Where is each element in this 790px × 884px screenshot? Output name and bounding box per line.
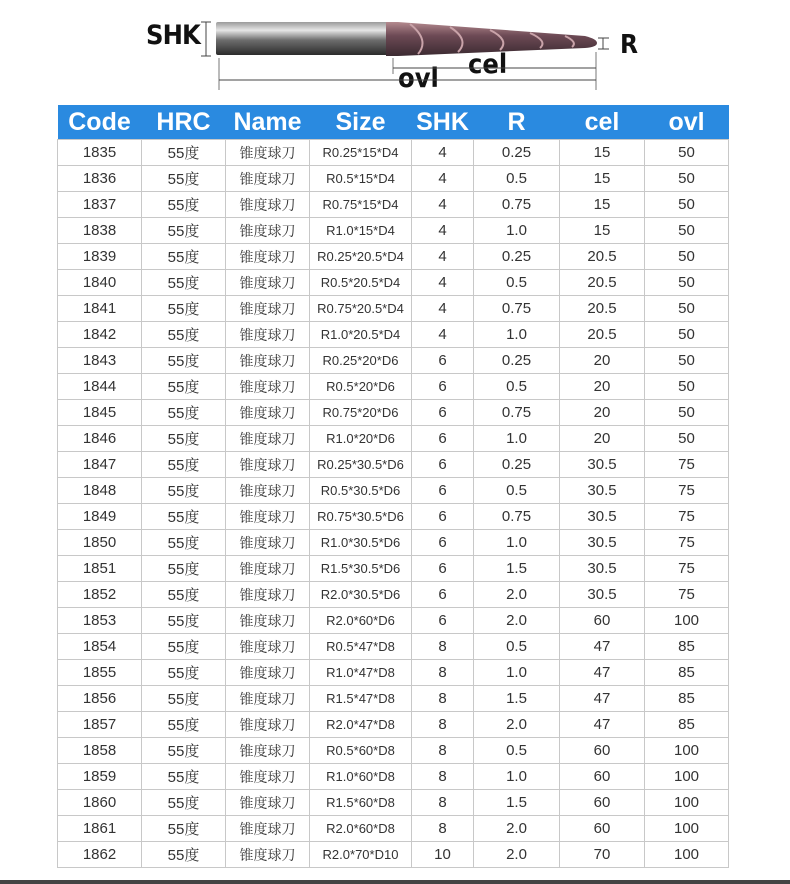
cell-ovl: 100 (645, 764, 729, 790)
cell-ovl: 50 (645, 322, 729, 348)
cell-shk: 6 (412, 556, 474, 582)
cell-ovl: 85 (645, 660, 729, 686)
table-row (58, 192, 729, 218)
table-row (58, 296, 729, 322)
bottom-divider (0, 880, 790, 884)
table-row (58, 452, 729, 478)
cell-code: 1838 (58, 218, 142, 244)
cell-name: 锥度球刀 (226, 556, 310, 582)
cell-code: 1855 (58, 660, 142, 686)
cell-code: 1847 (58, 452, 142, 478)
column-header-cel: cel (560, 105, 645, 140)
cell-size: R0.25*30.5*D6 (310, 452, 412, 478)
cel-label: cel (468, 49, 508, 80)
table-row (58, 426, 729, 452)
cell-r: 0.25 (474, 452, 560, 478)
cell-hrc: 55度 (142, 738, 226, 764)
cell-r: 2.0 (474, 712, 560, 738)
cell-shk: 6 (412, 348, 474, 374)
cell-cel: 60 (560, 764, 645, 790)
cell-size: R0.25*15*D4 (310, 140, 412, 166)
cell-hrc: 55度 (142, 452, 226, 478)
cell-hrc: 55度 (142, 660, 226, 686)
cell-size: R0.25*20.5*D4 (310, 244, 412, 270)
cell-hrc: 55度 (142, 816, 226, 842)
cell-size: R1.0*20*D6 (310, 426, 412, 452)
cell-cel: 20 (560, 400, 645, 426)
cell-cel: 30.5 (560, 582, 645, 608)
cell-hrc: 55度 (142, 348, 226, 374)
cell-code: 1851 (58, 556, 142, 582)
cell-size: R1.0*47*D8 (310, 660, 412, 686)
table-row (58, 270, 729, 296)
cell-r: 1.0 (474, 426, 560, 452)
column-header-r: R (474, 105, 560, 140)
cell-r: 1.0 (474, 218, 560, 244)
cell-ovl: 50 (645, 374, 729, 400)
cell-size: R1.5*30.5*D6 (310, 556, 412, 582)
table-row (58, 504, 729, 530)
cell-name: 锥度球刀 (226, 322, 310, 348)
cell-name: 锥度球刀 (226, 634, 310, 660)
table-row (58, 660, 729, 686)
cell-hrc: 55度 (142, 270, 226, 296)
cell-shk: 4 (412, 140, 474, 166)
cell-name: 锥度球刀 (226, 192, 310, 218)
cell-cel: 60 (560, 738, 645, 764)
cell-code: 1854 (58, 634, 142, 660)
cell-cel: 20 (560, 426, 645, 452)
cell-name: 锥度球刀 (226, 166, 310, 192)
cell-hrc: 55度 (142, 140, 226, 166)
cell-shk: 6 (412, 504, 474, 530)
cell-cel: 20.5 (560, 244, 645, 270)
cell-size: R0.5*20*D6 (310, 374, 412, 400)
cell-r: 0.75 (474, 296, 560, 322)
cell-cel: 47 (560, 634, 645, 660)
cell-r: 0.5 (474, 270, 560, 296)
cell-r: 0.5 (474, 738, 560, 764)
cell-cel: 70 (560, 842, 645, 868)
cell-cel: 15 (560, 140, 645, 166)
cell-shk: 6 (412, 530, 474, 556)
cell-name: 锥度球刀 (226, 582, 310, 608)
cell-shk: 4 (412, 296, 474, 322)
cell-r: 2.0 (474, 582, 560, 608)
cell-shk: 4 (412, 322, 474, 348)
spec-table (57, 105, 729, 868)
cell-shk: 4 (412, 244, 474, 270)
column-header-hrc: HRC (142, 105, 226, 140)
cell-hrc: 55度 (142, 478, 226, 504)
cell-ovl: 50 (645, 348, 729, 374)
table-row (58, 556, 729, 582)
cell-name: 锥度球刀 (226, 218, 310, 244)
column-header-name: Name (226, 105, 310, 140)
table-row (58, 816, 729, 842)
cell-hrc: 55度 (142, 530, 226, 556)
cell-hrc: 55度 (142, 582, 226, 608)
cell-cel: 15 (560, 166, 645, 192)
cell-name: 锥度球刀 (226, 608, 310, 634)
cell-cel: 47 (560, 660, 645, 686)
cell-code: 1856 (58, 686, 142, 712)
cell-r: 1.0 (474, 530, 560, 556)
cell-ovl: 100 (645, 738, 729, 764)
cell-r: 2.0 (474, 816, 560, 842)
cell-r: 0.5 (474, 478, 560, 504)
table-row (58, 790, 729, 816)
cell-shk: 8 (412, 816, 474, 842)
table-row (58, 166, 729, 192)
cell-code: 1839 (58, 244, 142, 270)
cell-name: 锥度球刀 (226, 348, 310, 374)
column-header-code: Code (58, 105, 142, 140)
cell-name: 锥度球刀 (226, 686, 310, 712)
cell-hrc: 55度 (142, 192, 226, 218)
table-row (58, 608, 729, 634)
cell-name: 锥度球刀 (226, 270, 310, 296)
cell-shk: 8 (412, 764, 474, 790)
cell-ovl: 85 (645, 686, 729, 712)
cell-code: 1853 (58, 608, 142, 634)
cell-code: 1844 (58, 374, 142, 400)
cell-r: 1.5 (474, 686, 560, 712)
cell-code: 1860 (58, 790, 142, 816)
cell-r: 1.0 (474, 764, 560, 790)
cell-ovl: 100 (645, 842, 729, 868)
cell-code: 1843 (58, 348, 142, 374)
cell-ovl: 85 (645, 712, 729, 738)
cell-ovl: 100 (645, 608, 729, 634)
cell-shk: 8 (412, 790, 474, 816)
cell-hrc: 55度 (142, 322, 226, 348)
table-row (58, 842, 729, 868)
cell-r: 1.5 (474, 556, 560, 582)
cell-ovl: 75 (645, 452, 729, 478)
cell-ovl: 75 (645, 504, 729, 530)
cell-cel: 30.5 (560, 452, 645, 478)
cell-code: 1850 (58, 530, 142, 556)
ovl-label: ovl (398, 63, 439, 94)
r-label: R (620, 30, 639, 60)
cell-hrc: 55度 (142, 504, 226, 530)
cell-code: 1857 (58, 712, 142, 738)
cell-cel: 20 (560, 348, 645, 374)
cell-shk: 6 (412, 400, 474, 426)
cell-cel: 15 (560, 192, 645, 218)
cell-hrc: 55度 (142, 608, 226, 634)
cell-hrc: 55度 (142, 400, 226, 426)
cell-r: 0.25 (474, 244, 560, 270)
tool-flutes (386, 22, 597, 56)
column-header-ovl: ovl (645, 105, 729, 140)
cell-size: R2.0*47*D8 (310, 712, 412, 738)
cell-size: R1.0*30.5*D6 (310, 530, 412, 556)
cell-r: 2.0 (474, 842, 560, 868)
cell-size: R0.75*20*D6 (310, 400, 412, 426)
cell-cel: 30.5 (560, 530, 645, 556)
cell-hrc: 55度 (142, 764, 226, 790)
cell-name: 锥度球刀 (226, 530, 310, 556)
cell-code: 1849 (58, 504, 142, 530)
cell-r: 1.5 (474, 790, 560, 816)
cell-hrc: 55度 (142, 634, 226, 660)
cell-shk: 6 (412, 452, 474, 478)
cell-name: 锥度球刀 (226, 374, 310, 400)
table-row (58, 218, 729, 244)
cell-r: 0.25 (474, 348, 560, 374)
cell-ovl: 50 (645, 426, 729, 452)
cell-shk: 6 (412, 582, 474, 608)
cell-name: 锥度球刀 (226, 842, 310, 868)
cell-hrc: 55度 (142, 218, 226, 244)
cell-code: 1861 (58, 816, 142, 842)
cell-size: R0.5*47*D8 (310, 634, 412, 660)
cell-code: 1837 (58, 192, 142, 218)
cell-hrc: 55度 (142, 790, 226, 816)
cell-ovl: 100 (645, 816, 729, 842)
cell-cel: 47 (560, 686, 645, 712)
cell-size: R2.0*60*D6 (310, 608, 412, 634)
cell-name: 锥度球刀 (226, 790, 310, 816)
cell-shk: 4 (412, 192, 474, 218)
cell-size: R2.0*30.5*D6 (310, 582, 412, 608)
cell-code: 1845 (58, 400, 142, 426)
cell-r: 0.75 (474, 504, 560, 530)
cell-size: R1.0*15*D4 (310, 218, 412, 244)
cell-size: R0.75*15*D4 (310, 192, 412, 218)
cell-code: 1836 (58, 166, 142, 192)
column-header-size: Size (310, 105, 412, 140)
cell-size: R0.75*30.5*D6 (310, 504, 412, 530)
cell-hrc: 55度 (142, 244, 226, 270)
cell-name: 锥度球刀 (226, 244, 310, 270)
cell-ovl: 85 (645, 634, 729, 660)
cell-ovl: 50 (645, 244, 729, 270)
table-row (58, 686, 729, 712)
cell-ovl: 75 (645, 582, 729, 608)
cell-size: R0.75*20.5*D4 (310, 296, 412, 322)
cell-name: 锥度球刀 (226, 426, 310, 452)
cell-cel: 60 (560, 790, 645, 816)
cell-size: R2.0*60*D8 (310, 816, 412, 842)
cell-hrc: 55度 (142, 166, 226, 192)
cell-r: 0.25 (474, 140, 560, 166)
cell-r: 0.5 (474, 374, 560, 400)
cell-cel: 20.5 (560, 322, 645, 348)
cell-ovl: 50 (645, 270, 729, 296)
cell-ovl: 75 (645, 478, 729, 504)
cell-code: 1859 (58, 764, 142, 790)
table-header-row (58, 105, 729, 140)
cell-r: 0.75 (474, 192, 560, 218)
cell-cel: 15 (560, 218, 645, 244)
cell-name: 锥度球刀 (226, 816, 310, 842)
cell-ovl: 75 (645, 530, 729, 556)
cell-cel: 47 (560, 712, 645, 738)
cell-size: R1.0*60*D8 (310, 764, 412, 790)
cell-hrc: 55度 (142, 426, 226, 452)
table-row (58, 244, 729, 270)
shk-label: SHK (146, 20, 200, 51)
cell-shk: 8 (412, 686, 474, 712)
cell-size: R1.5*47*D8 (310, 686, 412, 712)
cell-name: 锥度球刀 (226, 400, 310, 426)
table-row (58, 634, 729, 660)
table-row (58, 478, 729, 504)
cell-cel: 20 (560, 374, 645, 400)
cell-code: 1842 (58, 322, 142, 348)
cell-r: 0.5 (474, 166, 560, 192)
cell-shk: 8 (412, 738, 474, 764)
cell-ovl: 50 (645, 218, 729, 244)
table-row (58, 738, 729, 764)
cell-cel: 20.5 (560, 270, 645, 296)
tool-diagram (0, 0, 790, 104)
cell-name: 锥度球刀 (226, 296, 310, 322)
cell-r: 0.75 (474, 400, 560, 426)
cell-size: R0.5*60*D8 (310, 738, 412, 764)
cell-code: 1846 (58, 426, 142, 452)
cell-cel: 30.5 (560, 556, 645, 582)
cell-size: R1.0*20.5*D4 (310, 322, 412, 348)
cell-name: 锥度球刀 (226, 660, 310, 686)
cell-code: 1835 (58, 140, 142, 166)
cell-ovl: 100 (645, 790, 729, 816)
table-row (58, 322, 729, 348)
cell-ovl: 50 (645, 192, 729, 218)
cell-name: 锥度球刀 (226, 478, 310, 504)
cell-code: 1848 (58, 478, 142, 504)
table-row (58, 400, 729, 426)
cell-cel: 60 (560, 608, 645, 634)
cell-size: R0.5*20.5*D4 (310, 270, 412, 296)
tool-shank (216, 22, 388, 55)
cell-shk: 6 (412, 426, 474, 452)
cell-hrc: 55度 (142, 712, 226, 738)
cell-r: 1.0 (474, 322, 560, 348)
cell-shk: 6 (412, 478, 474, 504)
cell-shk: 8 (412, 660, 474, 686)
cell-name: 锥度球刀 (226, 738, 310, 764)
cell-shk: 4 (412, 218, 474, 244)
cell-name: 锥度球刀 (226, 140, 310, 166)
cell-size: R1.5*60*D8 (310, 790, 412, 816)
column-header-shk: SHK (412, 105, 474, 140)
cell-cel: 30.5 (560, 478, 645, 504)
cell-code: 1858 (58, 738, 142, 764)
end-mill-illustration (0, 0, 790, 104)
cell-shk: 6 (412, 374, 474, 400)
cell-size: R0.5*15*D4 (310, 166, 412, 192)
cell-hrc: 55度 (142, 556, 226, 582)
cell-ovl: 75 (645, 556, 729, 582)
cell-hrc: 55度 (142, 686, 226, 712)
cell-name: 锥度球刀 (226, 452, 310, 478)
cell-ovl: 50 (645, 166, 729, 192)
cell-name: 锥度球刀 (226, 712, 310, 738)
cell-hrc: 55度 (142, 296, 226, 322)
cell-code: 1862 (58, 842, 142, 868)
cell-ovl: 50 (645, 140, 729, 166)
table-body (58, 140, 729, 868)
cell-shk: 8 (412, 712, 474, 738)
cell-code: 1841 (58, 296, 142, 322)
table-row (58, 374, 729, 400)
cell-shk: 10 (412, 842, 474, 868)
cell-r: 2.0 (474, 608, 560, 634)
table-row (58, 712, 729, 738)
cell-size: R0.25*20*D6 (310, 348, 412, 374)
cell-cel: 30.5 (560, 504, 645, 530)
cell-code: 1852 (58, 582, 142, 608)
cell-name: 锥度球刀 (226, 504, 310, 530)
cell-shk: 4 (412, 270, 474, 296)
cell-cel: 20.5 (560, 296, 645, 322)
cell-size: R0.5*30.5*D6 (310, 478, 412, 504)
cell-cel: 60 (560, 816, 645, 842)
table-row (58, 582, 729, 608)
table-row (58, 140, 729, 166)
cell-r: 1.0 (474, 660, 560, 686)
cell-shk: 4 (412, 166, 474, 192)
cell-shk: 8 (412, 634, 474, 660)
table-row (58, 764, 729, 790)
cell-ovl: 50 (645, 400, 729, 426)
table-row (58, 530, 729, 556)
cell-ovl: 50 (645, 296, 729, 322)
cell-code: 1840 (58, 270, 142, 296)
cell-hrc: 55度 (142, 374, 226, 400)
cell-hrc: 55度 (142, 842, 226, 868)
cell-size: R2.0*70*D10 (310, 842, 412, 868)
cell-name: 锥度球刀 (226, 764, 310, 790)
cell-r: 0.5 (474, 634, 560, 660)
table-row (58, 348, 729, 374)
cell-shk: 6 (412, 608, 474, 634)
